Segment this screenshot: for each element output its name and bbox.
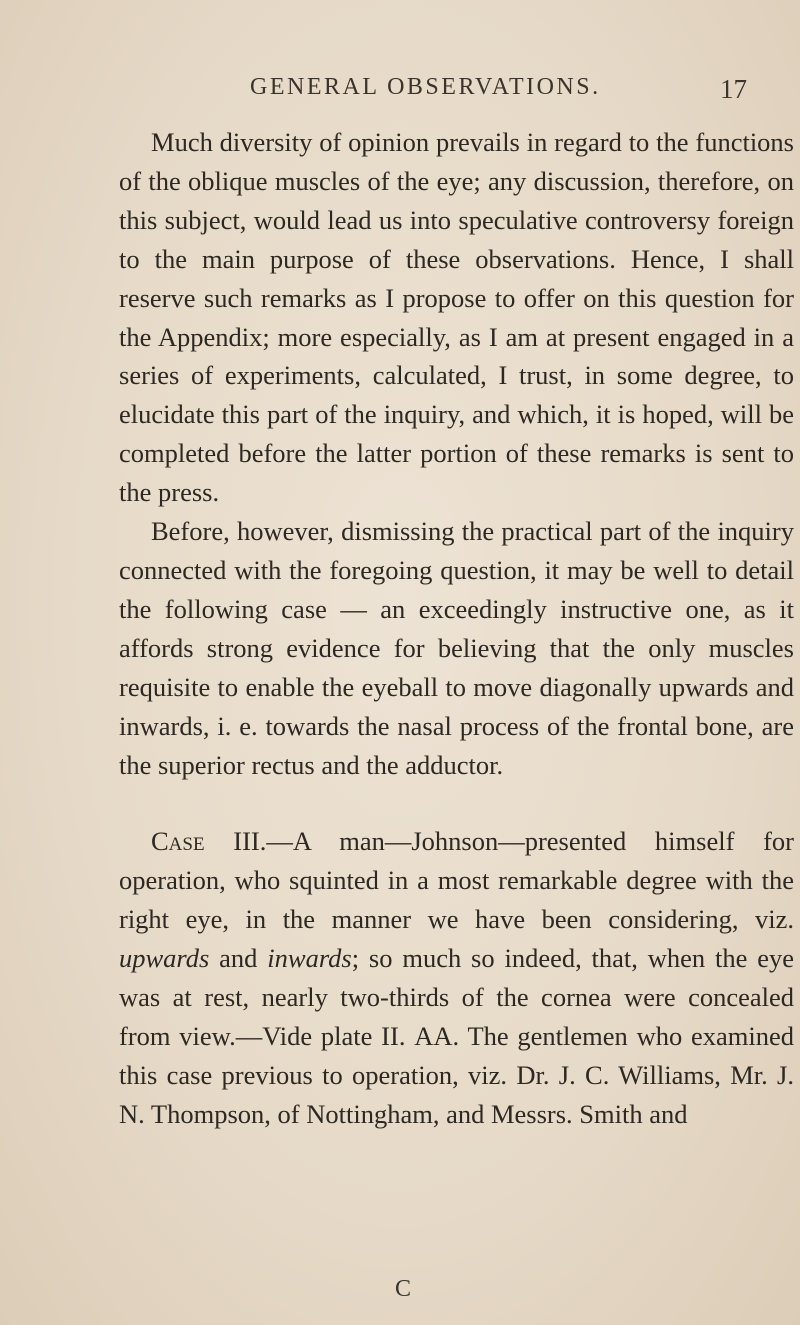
paragraph-before-dismissing: Before, however, dismissing the practical part of the inquiry connected with the foregoing question, it may be well to detail the following case — an exceedingly instructive one, as it affords strong evidence for believing that the only muscles requisite to enable the eyeball to move diagonally upwards and inwards, i. e. towards the nasal process of the frontal bone, are the superior rectus and the adductor.	[119, 516, 794, 780]
paragraph-case-three	[119, 822, 794, 1133]
case-text-part-3: ; so much so indeed, that, when the eye was at rest, nearly two-thirds of the cornea were concealed from view.—Vide plate II.	[119, 943, 794, 1051]
case-text-part-1: —A man—Johnson—presented himself for operation, who squinted in a most remarkable degree with the right eye, in the manner we have been considering, viz.	[119, 826, 794, 935]
body-text	[119, 123, 794, 1134]
paragraph-oblique-muscles: Much diversity of opinion prevails in regard to the functions of the oblique muscles of the eye; any discussion, therefore, on this subject, would lead us into speculative controversy foreign to the main purpose of these observations. Hence, I shall reserve such remarks as I propose to offer on this question for the Appendix; more especially, as I am at present engaged in a series of experiments, calculated, I trust, in some degree, to elucidate this part of the inquiry, and which, it is hoped, will be completed before the latter portion of these remarks is sent to the press.	[119, 127, 794, 508]
case-label: Case III.	[151, 826, 267, 857]
emphasis-upwards: upwards	[119, 943, 210, 974]
case-text-part-4: The gentlemen who examined this case previous to operation, viz. Dr. J. C. Williams, Mr. J. N. Thompson, of Nottingham, and Messrs. Smith and	[119, 1020, 794, 1129]
case-text-part-2: and	[209, 943, 268, 974]
emphasis-inwards: inwards	[267, 943, 352, 974]
running-title: GENERAL OBSERVATIONS.	[250, 74, 601, 100]
plate-reference: AA.	[414, 1020, 460, 1051]
signature-mark: C	[395, 1276, 412, 1302]
page-number: 17	[720, 74, 747, 104]
page-header	[120, 74, 800, 118]
